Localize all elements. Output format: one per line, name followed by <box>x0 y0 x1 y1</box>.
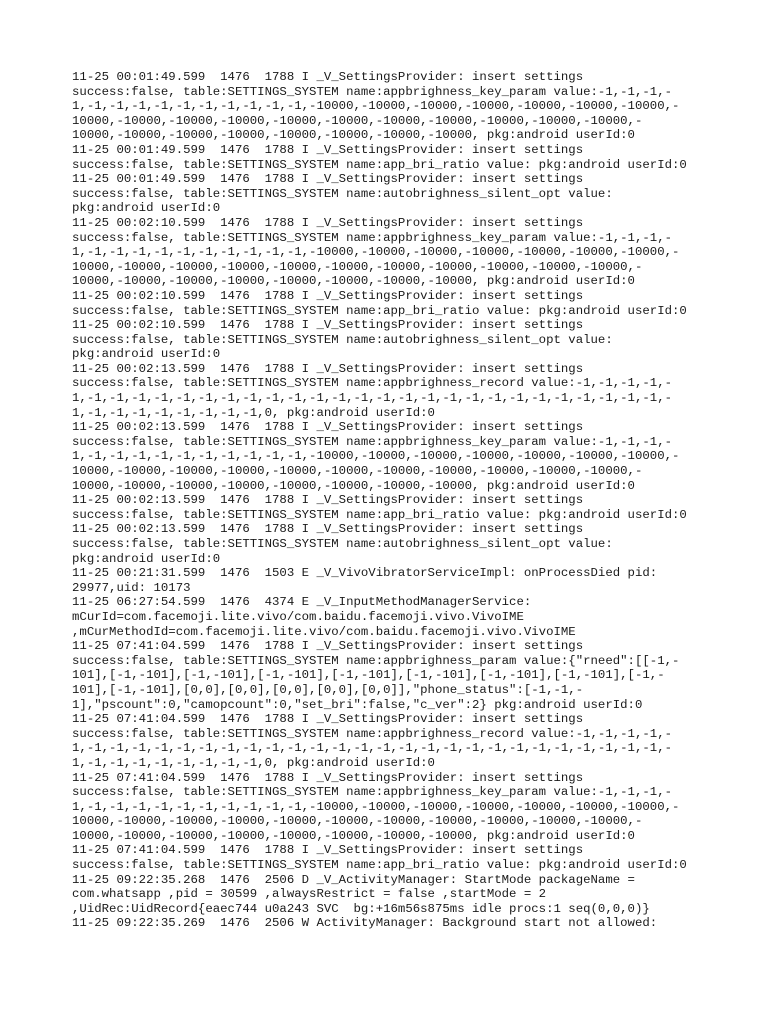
log-line: success:false, table:SETTINGS_SYSTEM name:autobrighness_silent_opt value: <box>72 537 613 551</box>
log-line: 1,-1,-1,-1,-1,-1,-1,-1,-1,-1,-1,-10000,-10000,-10000,-10000,-10000,-10000,-10000,- <box>72 99 680 114</box>
log-line: pkg:android userId:0 <box>72 551 221 566</box>
log-line: 1,-1,-1,-1,-1,-1,-1,-1,-1,-1,-1,-1,-1,-1,-1,-1,-1,-1,-1,-1,-1,-1,-1,-1,-1,-1,-1,- <box>72 391 673 406</box>
log-line: success:false, table:SETTINGS_SYSTEM name:appbrighness_key_param value:-1,-1,-1,- <box>72 434 673 449</box>
log-line: 1],"pscount":0,"camopcount":0,"set_bri":false,"c_ver":2} pkg:android userId:0 <box>72 697 643 712</box>
log-line: success:false, table:SETTINGS_SYSTEM name:appbrighness_record value:-1,-1,-1,-1,- <box>72 376 673 391</box>
log-line: 11-25 00:02:10.599 1476 1788 I _V_SettingsProvider: insert settings <box>72 288 584 303</box>
log-line: 11-25 09:22:35.268 1476 2506 D _V_ActivityManager: StartMode packageName = <box>72 872 635 887</box>
log-line: com.whatsapp ,pid = 30599 ,alwaysRestrict = false ,startMode = 2 <box>72 887 547 902</box>
log-line: success:false, table:SETTINGS_SYSTEM name:app_bri_ratio value: pkg:android userId:0 <box>72 157 687 172</box>
log-line: 10000,-10000,-10000,-10000,-10000,-10000,-10000,-10000,-10000,-10000,-10000,- <box>72 113 643 128</box>
log-line: 11-25 06:27:54.599 1476 4374 E _V_InputMethodManagerService: <box>72 595 532 610</box>
log-line: 11-25 07:41:04.599 1476 1788 I _V_SettingsProvider: insert settings <box>72 639 584 654</box>
log-line: 11-25 00:02:13.599 1476 1788 I _V_SettingsProvider: insert settings <box>72 493 584 508</box>
log-line: 10000,-10000,-10000,-10000,-10000,-10000,-10000,-10000,-10000,-10000,-10000,- <box>72 259 643 274</box>
log-line: ,UidRec:UidRecord{eaec744 u0a243 SVC bg:+16m56s875ms idle procs:1 seq(0,0,0)} <box>72 901 650 916</box>
log-line: 11-25 00:21:31.599 1476 1503 E _V_VivoVibratorServiceImpl: onProcessDied pid: <box>72 566 658 581</box>
log-line: 10000,-10000,-10000,-10000,-10000,-10000,-10000,-10000,-10000,-10000,-10000,- <box>72 464 643 479</box>
log-line: 11-25 00:02:10.599 1476 1788 I _V_SettingsProvider: insert settings <box>72 215 584 230</box>
log-line: 1,-1,-1,-1,-1,-1,-1,-1,-1,-1,-1,-10000,-10000,-10000,-10000,-10000,-10000,-10000,- <box>72 449 680 464</box>
log-line: pkg:android userId:0 <box>72 347 221 362</box>
log-line: 11-25 00:01:49.599 1476 1788 I _V_SettingsProvider: insert settings <box>72 70 584 84</box>
log-line: 11-25 00:01:49.599 1476 1788 I _V_SettingsProvider: insert settings <box>72 142 584 157</box>
log-document <box>72 70 702 931</box>
log-line: success:false, table:SETTINGS_SYSTEM name:appbrighness_key_param value:-1,-1,-1,- <box>72 785 673 800</box>
log-line: success:false, table:SETTINGS_SYSTEM name:appbrighness_key_param value:-1,-1,-1,- <box>72 84 673 99</box>
log-line: 1,-1,-1,-1,-1,-1,-1,-1,-1,-1,-1,-10000,-10000,-10000,-10000,-10000,-10000,-10000,- <box>72 245 680 260</box>
log-line: mCurId=com.facemoji.lite.vivo/com.baidu.facemoji.vivo.VivoIME <box>72 609 524 624</box>
log-line: 11-25 00:02:13.599 1476 1788 I _V_SettingsProvider: insert settings <box>72 522 584 537</box>
log-line: 11-25 07:41:04.599 1476 1788 I _V_SettingsProvider: insert settings <box>72 770 584 785</box>
log-line: 1,-1,-1,-1,-1,-1,-1,-1,-1,0, pkg:android userId:0 <box>72 755 435 770</box>
log-line: success:false, table:SETTINGS_SYSTEM name:appbrighness_param value:{"rneed":[[-1,- <box>72 653 680 668</box>
log-line: 101],[-1,-101],[-1,-101],[-1,-101],[-1,-101],[-1,-101],[-1,-101],[-1,-101],[-1,- <box>72 668 665 683</box>
log-line: 11-25 00:02:10.599 1476 1788 I _V_SettingsProvider: insert settings <box>72 318 584 333</box>
log-line: 1,-1,-1,-1,-1,-1,-1,-1,-1,0, pkg:android userId:0 <box>72 405 435 420</box>
log-line: 11-25 00:01:49.599 1476 1788 I _V_SettingsProvider: insert settings <box>72 172 584 187</box>
log-line: 11-25 00:02:13.599 1476 1788 I _V_SettingsProvider: insert settings <box>72 420 584 435</box>
log-line: success:false, table:SETTINGS_SYSTEM name:autobrighness_silent_opt value: <box>72 186 613 201</box>
log-line: 11-25 09:22:35.269 1476 2506 W ActivityManager: Background start not allowed: <box>72 916 658 931</box>
log-line: 10000,-10000,-10000,-10000,-10000,-10000,-10000,-10000,-10000,-10000,-10000,- <box>72 814 643 829</box>
log-line: 11-25 07:41:04.599 1476 1788 I _V_SettingsProvider: insert settings <box>72 843 584 858</box>
log-line: pkg:android userId:0 <box>72 201 221 216</box>
log-line: 1,-1,-1,-1,-1,-1,-1,-1,-1,-1,-1,-1,-1,-1,-1,-1,-1,-1,-1,-1,-1,-1,-1,-1,-1,-1,-1,- <box>72 741 673 756</box>
log-line: success:false, table:SETTINGS_SYSTEM name:appbrighness_key_param value:-1,-1,-1,- <box>72 230 673 245</box>
log-line: 10000,-10000,-10000,-10000,-10000,-10000,-10000,-10000, pkg:android userId:0 <box>72 478 635 493</box>
log-line: success:false, table:SETTINGS_SYSTEM name:app_bri_ratio value: pkg:android userId:0 <box>72 303 687 318</box>
log-line: 101],[-1,-101],[0,0],[0,0],[0,0],[0,0],[0,0]],"phone_status":[-1,-1,- <box>72 682 584 697</box>
log-line: 10000,-10000,-10000,-10000,-10000,-10000,-10000,-10000, pkg:android userId:0 <box>72 828 635 843</box>
log-line: 1,-1,-1,-1,-1,-1,-1,-1,-1,-1,-1,-10000,-10000,-10000,-10000,-10000,-10000,-10000,- <box>72 799 680 814</box>
log-line: ,mCurMethodId=com.facemoji.lite.vivo/com.baidu.facemoji.vivo.VivoIME <box>72 624 576 639</box>
log-line: 29977,uid: 10173 <box>72 580 191 595</box>
log-line: 11-25 07:41:04.599 1476 1788 I _V_SettingsProvider: insert settings <box>72 712 584 727</box>
log-line: 10000,-10000,-10000,-10000,-10000,-10000,-10000,-10000, pkg:android userId:0 <box>72 274 635 289</box>
log-line: success:false, table:SETTINGS_SYSTEM name:app_bri_ratio value: pkg:android userId:0 <box>72 858 687 873</box>
log-line: success:false, table:SETTINGS_SYSTEM name:autobrighness_silent_opt value: <box>72 332 613 347</box>
log-line: success:false, table:SETTINGS_SYSTEM name:app_bri_ratio value: pkg:android userId:0 <box>72 507 687 522</box>
log-line: 11-25 00:02:13.599 1476 1788 I _V_SettingsProvider: insert settings <box>72 361 584 376</box>
log-line: success:false, table:SETTINGS_SYSTEM name:appbrighness_record value:-1,-1,-1,-1,- <box>72 726 673 741</box>
log-line: 10000,-10000,-10000,-10000,-10000,-10000,-10000,-10000, pkg:android userId:0 <box>72 128 635 143</box>
